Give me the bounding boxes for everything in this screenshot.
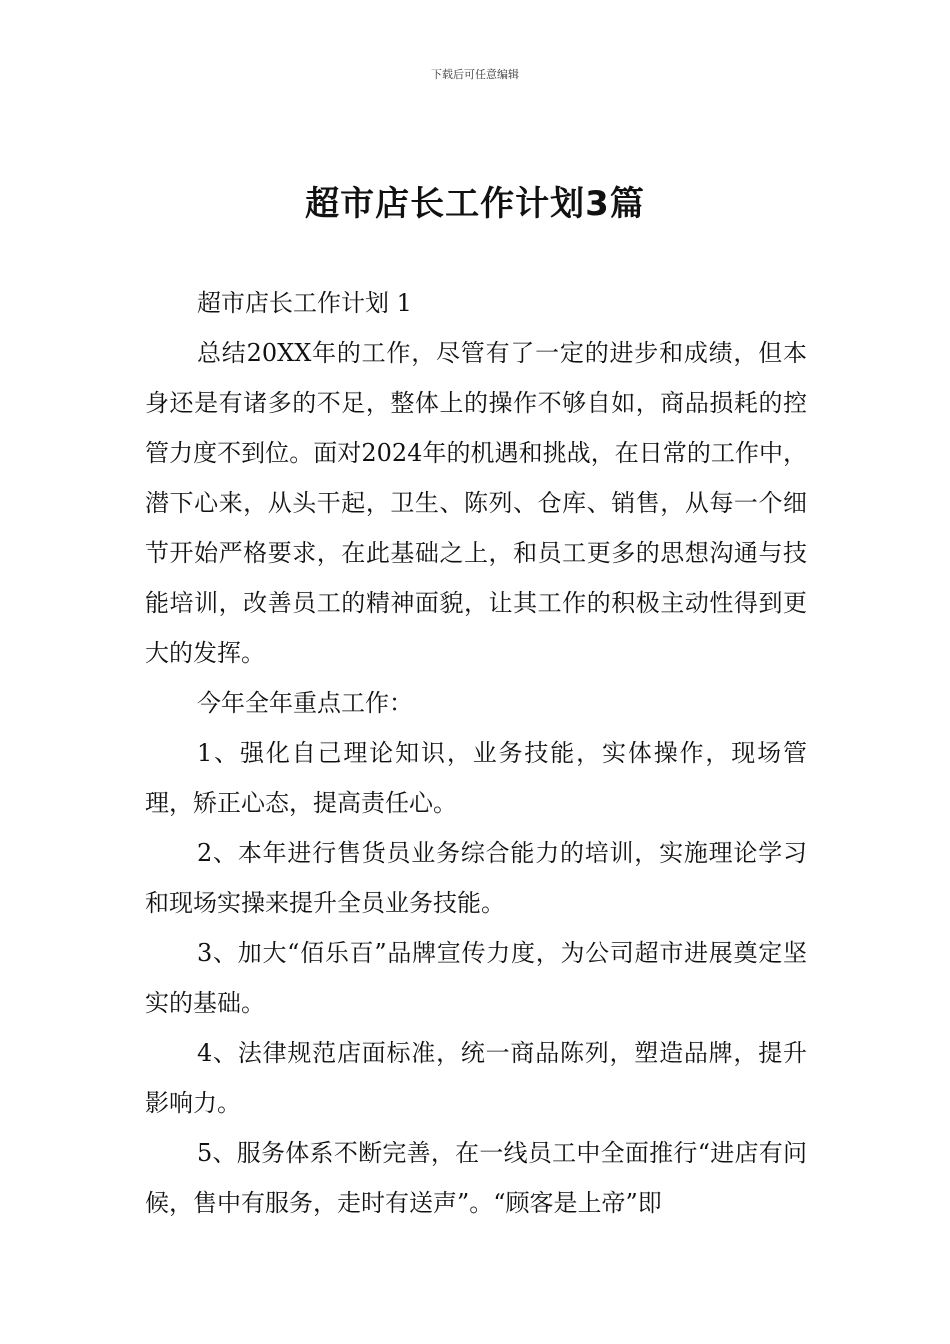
section-heading: 超市店长工作计划 1 [197, 289, 412, 317]
list-item: 3、加大“佰乐百”品牌宣传力度，为公司超市进展奠定坚实的基础。 [145, 939, 807, 1017]
key-work-heading: 今年全年重点工作： [197, 689, 413, 717]
document-title: 超市店长工作计划3篇 [305, 184, 645, 224]
list-item: 1、强化自己理论知识，业务技能，实体操作，现场管理，矫正心态，提高责任心。 [145, 739, 807, 817]
list-item: 5、服务体系不断完善，在一线员工中全面推行“进店有问候，售中有服务，走时有送声”。“顾客是上帝”即 [145, 1139, 807, 1217]
document-body [145, 278, 807, 1228]
header-note: 下载后可任意编辑 [431, 68, 519, 81]
list-item: 2、本年进行售货员业务综合能力的培训，实施理论学习和现场实操来提升全员业务技能。 [145, 839, 807, 917]
list-item: 4、法律规范店面标准，统一商品陈列，塑造品牌，提升影响力。 [145, 1039, 807, 1117]
intro-paragraph: 总结20XX年的工作，尽管有了一定的进步和成绩，但本身还是有诸多的不足，整体上的操作不够自如，商品损耗的控管力度不到位。面对2024年的机遇和挑战，在日常的工作中，潜下心来，从头干起，卫生、陈列、仓库、销售，从每一个细节开始严格要求，在此基础之上，和员工更多的思想沟通与技能培训，改善员工的精神面貌，让其工作的积极主动性得到更大的发挥。 [145, 339, 807, 667]
